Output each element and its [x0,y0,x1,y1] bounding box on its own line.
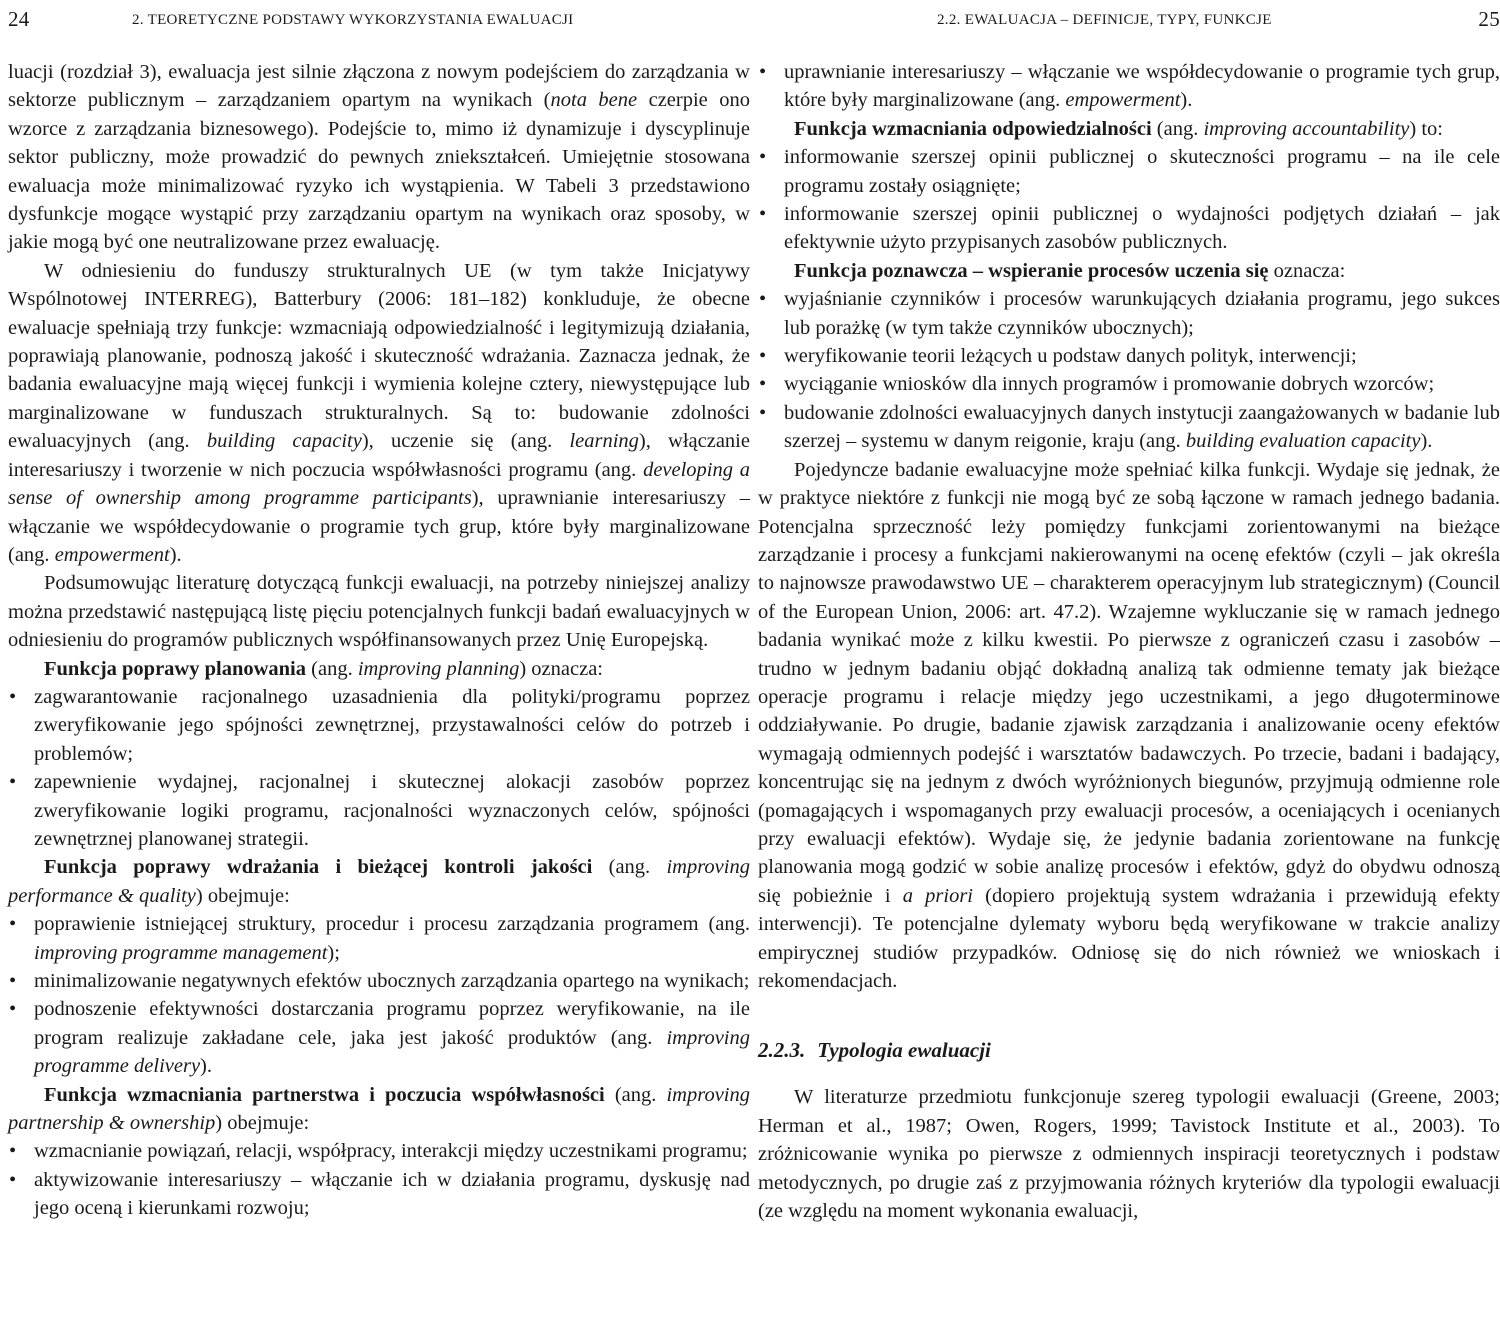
function-heading: Funkcja wzmacniania odpowiedzialności (ang. improving accountability) to: [794,117,1443,140]
paragraph: luacji (rozdział 3), ewaluacja jest silnie złączona z nowym podejściem do zarządzania w sektorze publicznym – zarządzaniem opartym na wynikach (nota bene czerpie ono wzorce z zarządzania biznesowego). Podejście to, mimo iż dynamizuje i dyscyplinuje sektor publiczny, może prowadzić do pewnych zniekształceń. Umiejętnie stosowana ewaluacja może minimalizować ryzyko ich wystąpienia. W Tabeli 3 przedstawiono dysfunkcje mogące wystąpić przy zarządzaniu opartym na wynikach oraz sposoby, w jakie mogą być one neutralizowane przez ewaluację. [8,61,750,254]
function-heading: Funkcja poznawcza – wspieranie procesów uczenia się oznacza: [794,259,1346,282]
list-item: • budowanie zdolności ewaluacyjnych danych instytucji zaangażowanych w badanie lub szerzej – systemu w danym reigonie, kraju (ang. building evaluation capacity). [758,399,1500,456]
list-item: • poprawienie istniejącej struktury, procedur i procesu zarządzania programem (ang. improving programme management); [8,910,750,967]
right-page-body [758,58,1500,1225]
left-page-body [8,58,750,1223]
paragraph: Podsumowując literaturę dotyczącą funkcji ewaluacji, na potrzeby niniejszej analizy można przedstawić następującą listę pięciu potencjalnych funkcji badań ewaluacyjnych w odniesieniu do programów publicznych współfinansowanych przez Unię Europejską. [8,572,750,652]
list-item: • wzmacnianie powiązań, relacji, współpracy, interakcji między uczestnikami programu; [8,1137,750,1165]
page-number: 24 [8,7,30,31]
list-item: • uprawnianie interesariuszy – włączanie we współdecydowanie o programie tych grup, które były marginalizowane (ang. empowerment). [758,58,1500,115]
right-page [758,0,1500,1334]
list-item: • zagwarantowanie racjonalnego uzasadnienia dla polityki/programu poprzez zweryfikowanie jego spójności zewnętrznej, przystawalności celów do potrzeb i problemów; [8,683,750,768]
paragraph: W odniesieniu do funduszy strukturalnych UE (w tym także Inicjatywy Wspólnotowej INTERREG), Batterbury (2006: 181–182) konkluduje, że obecne ewaluacje spełniają trzy funkcje: wzmacniają odpowiedzialność i legitymizują działania, poprawiają planowanie, podnoszą jakość i skuteczność wdrażania. Zaznacza jednak, że badania ewaluacyjne mają więcej funkcji i wymienia kolejne cztery, niewystępujące lub marginalizowane w funduszach strukturalnych. Są to: budowanie zdolności ewaluacyjnych (ang. building capacity), uczenie się (ang. learning), włączanie interesariuszy i tworzenie w nich poczucia współwłasności programu (ang. developing a sense of ownership among programme participants), uprawnianie interesariuszy – włączanie we współdecydowanie o programie tych grup, które były marginalizowane (ang. empowerment). [8,259,750,566]
list-item: • weryfikowanie teorii leżących u podstaw danych polityk, interwencji; [758,342,1500,370]
list-item: • zapewnienie wydajnej, racjonalnej i skutecznej alokacji zasobów poprzez zweryfikowanie logiki programu, racjonalności wyznaczonych celów, spójności zewnętrznej planowanej strategii. [8,768,750,853]
function-heading: Funkcja wzmacniania partnerstwa i poczucia współwłasności (ang. improving partnership & ownership) obejmuje: [8,1083,750,1135]
list-item: • minimalizowanie negatywnych efektów ubocznych zarządzania opartego na wynikach; [8,967,750,995]
section-title: Typologia ewaluacji [817,1038,991,1063]
left-page [8,0,750,1334]
running-head-right [758,6,1500,32]
bullet-list [8,910,750,1080]
bullet-list [758,58,1500,115]
section-number: 2.2.3. [758,1038,806,1063]
running-head-title: 2.2. EWALUACJA – DEFINICJE, TYPY, FUNKCJE [937,12,1272,28]
bullet-list [758,143,1500,257]
list-item: • podnoszenie efektywności dostarczania programu poprzez weryfikowanie, na ile program realizuje zakładane cele, jaka jest jakość produktów (ang. improving programme delivery). [8,995,750,1080]
page-number: 25 [1478,7,1500,31]
paragraph: Pojedyncze badanie ewaluacyjne może spełniać kilka funkcji. Wydaje się jednak, że w praktyce niektóre z funkcji nie mogą być ze sobą łączone w ramach jednego badania. Potencjalna sprzeczność leży pomiędzy funkcjami zorientowanymi na bieżące zarządzanie i procesy a funkcjami nakierowanymi na ocenę efektów (czyli – jak określa to najnowsze prawodawstwo UE – charakterem operacyjnym lub strategicznym) (Council of the European Union, 2006: art. 47.2). Wzajemne wykluczanie się w ramach jednego badania wynikać może z kilku kwestii. Po pierwsze z ograniczeń czasu i zasobów – trudno w jednym badaniu objąć dokładną analizą tak odmienne tematy jak bieżące operacje programu i relacje między jego uczestnikami, a jego długoterminowe oddziaływanie. Po drugie, badanie zjawisk zarządzania i analizowanie oceny efektów wymagają odmiennych podejść i warsztatów badawczych. Po trzecie, badani i badający, koncentrując się na jednym z dwóch wyróżnionych biegunów, przyjmują odmienne role (pomagających i wspomaganych przy ewaluacji procesów, a oceniających i ocenianych przy ewaluacji efektów). Wydaje się, że jedynie badania zorientowane na funkcję planowania mogą godzić w sobie analizę procesów i efektów, gdyż do obydwu odnoszą się pobieżnie i a priori (dopiero projektują system wdrażania i przewidują efekty interwencji). Te potencjalne dylematy wyboru będą weryfikowane w trakcie analizy empirycznej studiów przypadków. Odniosę się do nich również we wnioskach i rekomendacjach. [758,458,1500,992]
bullet-list [8,1137,750,1222]
running-head-title: 2. TEORETYCZNE PODSTAWY WYKORZYSTANIA EWALUACJI [132,12,574,28]
list-item: • aktywizowanie interesariuszy – włączanie ich w działania programu, dyskusję nad jego oceną i kierunkami rozwoju; [8,1166,750,1223]
function-heading: Funkcja poprawy wdrażania i bieżącej kontroli jakości (ang. improving performance & quality) obejmuje: [8,856,750,907]
list-item: • informowanie szerszej opinii publicznej o wydajności podjętych działań – jak efektywnie użyto przypisanych zasobów publicznych. [758,200,1500,257]
bullet-list [758,285,1500,455]
running-head-left [8,6,750,32]
list-item: • informowanie szerszej opinii publicznej o skuteczności programu – na ile cele programu zostały osiągnięte; [758,143,1500,200]
bullet-list [8,683,750,853]
list-item: • wyciąganie wniosków dla innych programów i promowanie dobrych wzorców; [758,370,1500,398]
paragraph: W literaturze przedmiotu funkcjonuje szereg typologii ewaluacji (Greene, 2003; Herman et al., 1987; Owen, Rogers, 1999; Tavistock Institute et al., 2003). To zróżnicowanie wynika po pierwsze z odmiennych inspiracji teoretycznych i podstaw metodycznych, po drugie zaś z przyjmowania różnych kryteriów dla typologii ewaluacji (ze względu na moment wykonania ewaluacji, [758,1086,1500,1223]
section-heading [758,1036,1500,1064]
function-heading: Funkcja poprawy planowania (ang. improving planning) oznacza: [44,657,604,680]
list-item: • wyjaśnianie czynników i procesów warunkujących działania programu, jego sukces lub porażkę (w tym także czynników ubocznych); [758,285,1500,342]
